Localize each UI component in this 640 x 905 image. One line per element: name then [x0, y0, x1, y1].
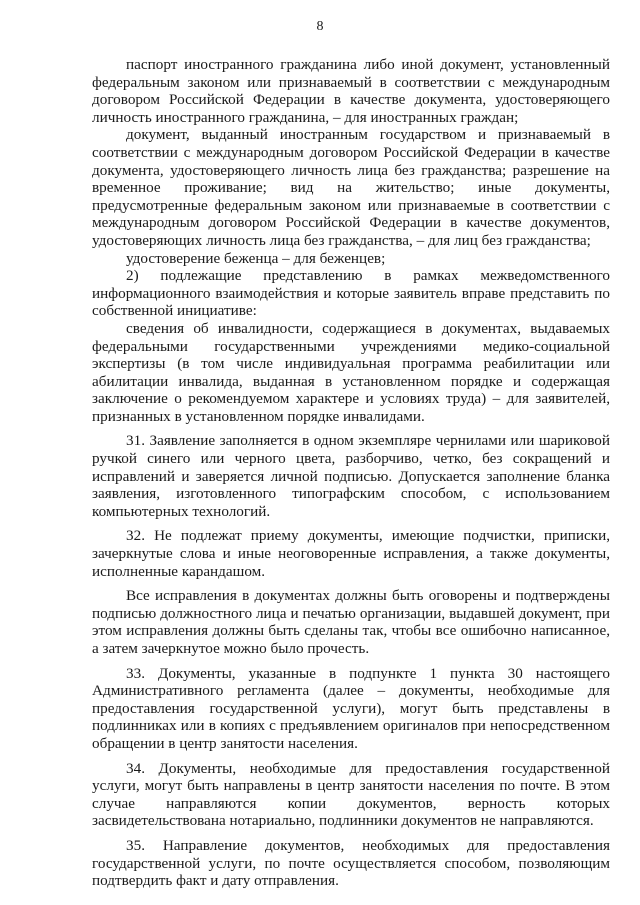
- paragraph-corrections: Все исправления в документах должны быть оговорены и подтверждены подписью должностного лица и печатью организации, выдавшей документ, при этом исправления должны быть сделаны так, чтобы все ошибочно написанное, а затем зачеркнутое можно было прочесть.: [92, 587, 610, 657]
- paragraph-item-32: 32. Не подлежат приему документы, имеющие подчистки, приписки, зачеркнутые слова и иные неоговоренные исправления, а также документы, исполненные карандашом.: [92, 527, 610, 580]
- paragraph-item-34: 34. Документы, необходимые для предоставления государственной услуги, могут быть направлены в центр занятости населения по почте. В этом случае направляются копии документов, верность которых засвидетельствована нотариально, подлинники документов не направляются.: [92, 759, 610, 830]
- paragraph-foreign-passport: паспорт иностранного гражданина либо иной документ, установленный федеральным законом или признаваемый в соответствии с международным договором Российской Федерации в качестве документа, удостоверяющего личность иностранного гражданина, – для иностранных граждан;: [92, 56, 610, 126]
- paragraph-item-33: 33. Документы, указанные в подпункте 1 пункта 30 настоящего Административного регламента (далее – документы, необходимые для предоставления государственной услуги), могут быть представлены в подлинниках или в копиях с предъявлением оригиналов при непосредственном обращении в центр занятости населения.: [92, 664, 610, 752]
- page-number: 8: [316, 19, 324, 34]
- document-body: [92, 56, 610, 890]
- paragraph-item-35: 35. Направление документов, необходимых для предоставления государственной услуги, по почте осуществляется способом, позволяющим подтвердить факт и дату отправления.: [92, 836, 610, 890]
- paragraph-disability-info: сведения об инвалидности, содержащиеся в документах, выдаваемых федеральными государственными учреждениями медико-социальной экспертизы (в том числе индивидуальная программа реабилитации или абилитации инвалида, выданная в установленном порядке и содержащая заключение о рекомендуемом характере и условиях труда) – для заявителей, признанных в установленном порядке инвалидами.: [92, 319, 610, 425]
- paragraph-refugee-certificate: удостоверение беженца – для беженцев;: [126, 249, 386, 267]
- paragraph-interagency-documents: 2) подлежащие представлению в рамках межведомственного информационного взаимодействия и которые заявитель вправе представить по собственной инициативе:: [92, 267, 610, 320]
- paragraph-item-31: 31. Заявление заполняется в одном экземпляре чернилами или шариковой ручкой синего или черного цвета, разборчиво, четко, без сокращений и исправлений и заверяется личной подписью. Допускается заполнение бланка заявления, изготовленного типографским способом, с использованием компьютерных технологий.: [92, 432, 610, 520]
- paragraph-stateless-document: документ, выданный иностранным государством и признаваемый в соответствии с международным договором Российской Федерации в качестве документа, удостоверяющего личность лица без гражданства; разрешение на временное проживание; вид на жительство; иные документы, предусмотренные федеральным законом или признаваемые в соответствии с международным договором Российской Федерации в качестве документов, удостоверяющих личность лица без гражданства, – для лиц без гражданства;: [92, 126, 610, 249]
